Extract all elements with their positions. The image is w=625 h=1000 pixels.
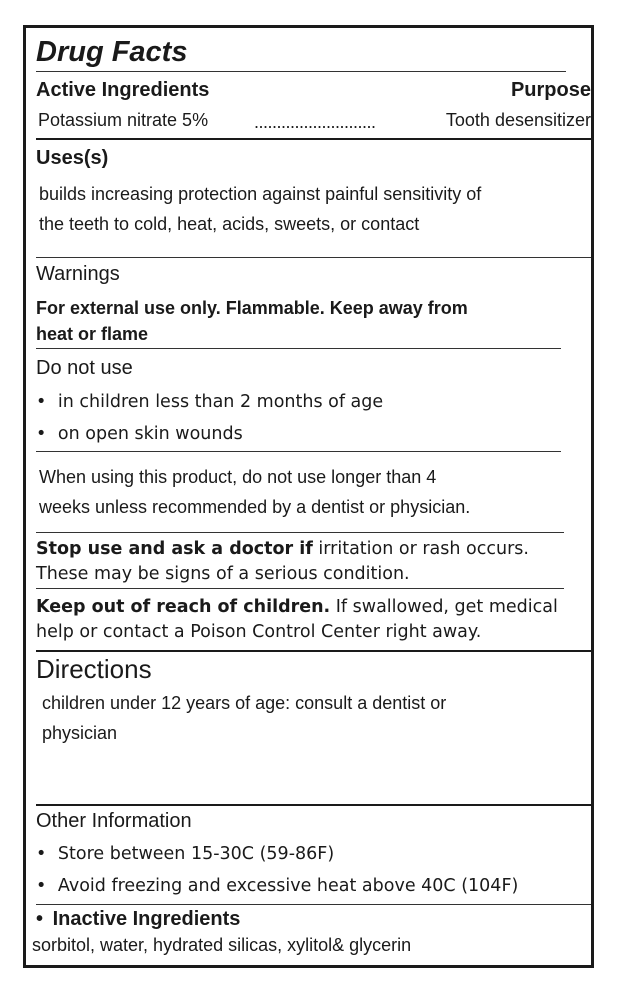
do-not-use-item: [36, 424, 243, 444]
other-info-item: [36, 876, 518, 896]
warnings-line-2: heat or flame: [36, 324, 149, 344]
other-info-header: Other Information: [36, 810, 192, 832]
when-using-line-2: weeks unless recommended by a dentist or physician.: [39, 497, 471, 517]
warnings-header: Warnings: [36, 263, 120, 285]
other-info-rule: [36, 904, 591, 905]
stop-use-rule: [36, 588, 564, 589]
uses-rule: [36, 257, 591, 258]
bullet: •: [36, 908, 44, 930]
active-section-rule: [36, 138, 591, 140]
stop-use-line-2: These may be signs of a serious condition.: [36, 564, 410, 584]
directions-line-1: children under 12 years of age: consult a dentist or: [42, 693, 447, 713]
do-not-use-rule: [36, 451, 561, 452]
leader-dots: ...........................: [254, 112, 376, 132]
warnings-rule: [36, 348, 561, 349]
inactive-ingredients-header: Inactive Ingredients: [52, 908, 241, 930]
inactive-ingredients-heading: [36, 908, 240, 931]
when-using-rule: [36, 532, 564, 533]
directions-rule: [36, 804, 591, 806]
keep-out-line-1: [36, 597, 558, 617]
stop-use-bold: Stop use and ask a doctor if: [36, 539, 313, 559]
inactive-ingredients-text: sorbitol, water, hydrated silicas, xylitol& glycerin: [32, 935, 412, 955]
purpose-header: Purpose: [510, 79, 591, 101]
keep-out-bold: Keep out of reach of children.: [36, 597, 331, 617]
do-not-use-item-text: on open skin wounds: [57, 424, 243, 444]
directions-line-2: physician: [42, 723, 118, 743]
active-ingredient: Potassium nitrate 5%: [38, 110, 209, 130]
uses-header: Uses(s): [36, 147, 109, 169]
active-ingredients-header: Active Ingredients: [36, 79, 210, 101]
other-info-item: [36, 844, 334, 864]
bullet: •: [36, 876, 47, 896]
uses-line-1: builds increasing protection against painful sensitivity of: [39, 184, 482, 204]
keep-out-rest: If swallowed, get medical: [330, 597, 558, 617]
do-not-use-item: [36, 392, 383, 412]
drug-facts-panel: [23, 25, 594, 968]
bullet: •: [36, 424, 47, 444]
stop-use-line-1: [36, 539, 529, 559]
directions-header: Directions: [36, 654, 152, 684]
stop-use-rest: irritation or rash occurs.: [312, 539, 529, 559]
bullet: •: [36, 392, 47, 412]
keep-out-line-2: help or contact a Poison Control Center right away.: [36, 622, 482, 642]
do-not-use-item-text: in children less than 2 months of age: [57, 392, 384, 412]
when-using-line-1: When using this product, do not use longer than 4: [39, 467, 437, 487]
other-info-item-text: Store between 15-30C (59-86F): [57, 844, 335, 864]
keep-out-rule: [36, 650, 591, 652]
bullet: •: [36, 844, 47, 864]
do-not-use-header: Do not use: [36, 357, 133, 379]
other-info-item-text: Avoid freezing and excessive heat above 40C (104F): [57, 876, 519, 896]
warnings-line-1: For external use only. Flammable. Keep away from: [36, 298, 468, 318]
purpose-value: Tooth desensitizer: [445, 110, 591, 130]
uses-line-2: the teeth to cold, heat, acids, sweets, or contact: [39, 214, 420, 234]
drug-facts-title: Drug Facts: [36, 36, 188, 68]
title-rule: [36, 71, 566, 72]
